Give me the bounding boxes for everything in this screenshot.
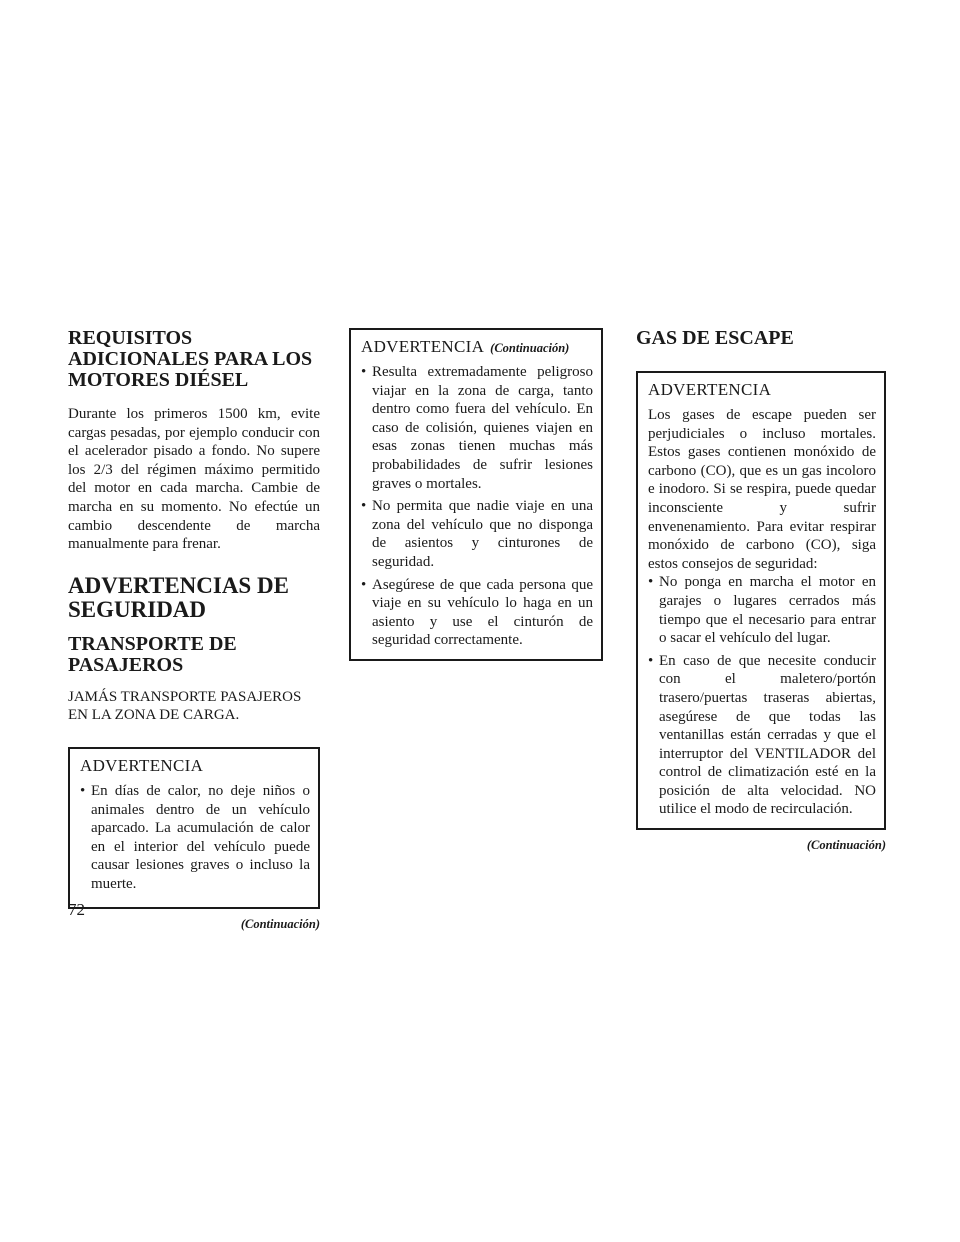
column-right <box>636 328 886 853</box>
continued-note: (Continuación) <box>240 916 320 931</box>
warning-box-exhaust <box>636 371 886 830</box>
warning-list <box>361 363 593 650</box>
section-heading-exhaust: GAS DE ESCAPE <box>636 327 794 349</box>
column-middle <box>349 328 603 661</box>
warning-title-text: ADVERTENCIA <box>361 337 485 356</box>
warning-box-heat <box>68 747 320 909</box>
warning-item: • Resulta extremadamente peligroso viajar en la zona de carga, tanto dentro como fuera del vehículo. En caso de colisión, quienes viajen en esas zonas tienen muchas más probabilidades de sufrir lesiones graves o mortales. <box>361 363 593 493</box>
column-left <box>68 328 320 932</box>
warning-item: • No ponga en marcha el motor en garajes o lugares cerrados más tiempo que el necesario para entrar o sacar el vehículo del lugar. <box>648 573 876 647</box>
warning-item: • No permita que nadie viaje en una zona del vehículo que no disponga de asientos y cinturones de seguridad. <box>361 497 593 571</box>
warning-item: • Asegúrese de que cada persona que viaje en su vehículo lo haga en un asiento y use el cinturón de seguridad correctamente. <box>361 576 593 650</box>
warning-title <box>361 337 593 357</box>
subheading-passengers: TRANSPORTE DE PASAJEROS <box>68 632 237 676</box>
section-heading-diesel: REQUISITOS ADICIONALES PARA LOS MOTORES DIÉSEL <box>68 327 313 391</box>
warning-box-cargo <box>349 328 603 661</box>
page-number: 72 <box>68 900 85 919</box>
passenger-caps-text: JAMÁS TRANSPORTE PASAJEROS EN LA ZONA DE CARGA. <box>68 688 302 724</box>
warning-list <box>648 573 876 819</box>
section-title-safety: ADVERTENCIAS DE SEGURIDAD <box>68 572 289 622</box>
warning-item: • En días de calor, no deje niños o animales dentro de un vehículo aparcado. La acumulación de calor en el interior del vehículo puede causar lesiones graves o incluso la muerte. <box>80 782 310 894</box>
warning-intro: Los gases de escape pueden ser perjudiciales o incluso mortales. Estos gases contienen monóxido de carbono (CO), que es un gas incoloro e inodoro. Si se respira, puede quedar inconsciente y sufrir envenenamiento. Para evitar respirar monóxido de carbono (CO), siga estos consejos de seguridad: <box>648 407 876 572</box>
warning-continued-label: (Continuación) <box>490 341 570 355</box>
warning-title: ADVERTENCIA <box>648 380 772 399</box>
diesel-paragraph: Durante los primeros 1500 km, evite cargas pesadas, por ejemplo conducir con el acelerador pisado a fondo. No supere los 2/3 del régimen máximo permitido del motor en cada marcha. Cambie de marcha en su momento. No efectúe un cambio descendente de marcha manualmente para frenar. <box>68 406 320 553</box>
continued-note: (Continuación) <box>806 838 886 853</box>
warning-title: ADVERTENCIA <box>80 755 204 775</box>
warning-item: • En caso de que necesite conducir con el maletero/portón trasero/puertas traseras abiertas, asegúrese de que todas las ventanillas están cerradas y que el interruptor del VENTILADOR del control de climatización esté en la posición de alta velocidad. NO utilice el modo de recirculación. <box>648 652 876 819</box>
warning-list <box>80 782 310 894</box>
